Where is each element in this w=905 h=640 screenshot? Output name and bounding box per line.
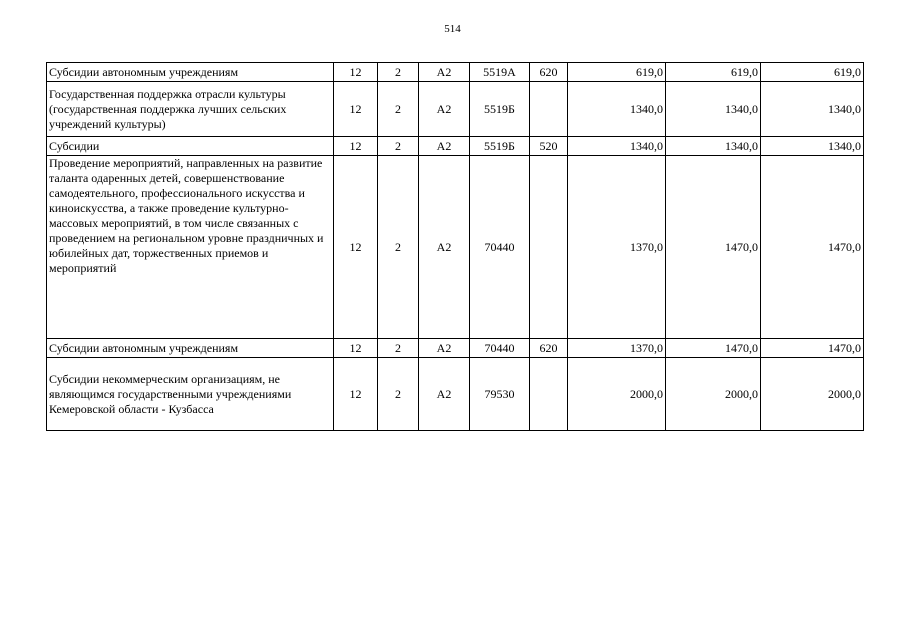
table-row [47,339,864,358]
row-name: Субсидии автономным учреждениям [47,339,334,358]
row-value-3: 619,0 [761,63,864,82]
row-item: 5519Б [470,82,530,137]
row-expense-type [530,358,568,431]
table-row [47,82,864,137]
row-value-3: 1340,0 [761,137,864,156]
table-row [47,63,864,82]
row-subsection: 2 [378,156,419,339]
row-section: 12 [334,339,378,358]
row-item: 5519Б [470,137,530,156]
row-item: 5519А [470,63,530,82]
row-item: 79530 [470,358,530,431]
row-value-2: 1470,0 [666,339,761,358]
row-name: Субсидии некоммерческим организациям, не являющимся государственными учреждениями Кемеровской области - Кузбасса [47,358,334,431]
row-expense-type: 620 [530,339,568,358]
row-value-3: 1340,0 [761,82,864,137]
row-program: А2 [419,358,470,431]
row-section: 12 [334,82,378,137]
row-value-2: 619,0 [666,63,761,82]
row-name: Субсидии автономным учреждениям [47,63,334,82]
budget-table [46,62,864,431]
row-value-1: 1340,0 [568,82,666,137]
table-row [47,137,864,156]
row-item: 70440 [470,339,530,358]
row-value-1: 1370,0 [568,339,666,358]
row-subsection: 2 [378,137,419,156]
row-value-1: 2000,0 [568,358,666,431]
row-subsection: 2 [378,358,419,431]
row-section: 12 [334,137,378,156]
row-subsection: 2 [378,82,419,137]
row-expense-type: 620 [530,63,568,82]
row-value-2: 1470,0 [666,156,761,339]
row-value-1: 619,0 [568,63,666,82]
row-section: 12 [334,156,378,339]
row-name: Субсидии [47,137,334,156]
row-expense-type: 520 [530,137,568,156]
page-number: 514 [444,23,461,35]
row-value-3: 1470,0 [761,339,864,358]
row-section: 12 [334,63,378,82]
row-program: А2 [419,339,470,358]
row-program: А2 [419,156,470,339]
row-program: А2 [419,82,470,137]
row-subsection: 2 [378,339,419,358]
row-value-2: 2000,0 [666,358,761,431]
row-program: А2 [419,63,470,82]
row-value-2: 1340,0 [666,82,761,137]
row-subsection: 2 [378,63,419,82]
row-name: Государственная поддержка отрасли культуры (государственная поддержка лучших сельских учреждений культуры) [47,82,334,137]
row-program: А2 [419,137,470,156]
table-row [47,156,864,339]
row-expense-type [530,156,568,339]
row-value-3: 2000,0 [761,358,864,431]
row-expense-type [530,82,568,137]
row-value-2: 1340,0 [666,137,761,156]
row-item: 70440 [470,156,530,339]
row-value-3: 1470,0 [761,156,864,339]
row-name: Проведение мероприятий, направленных на развитие таланта одаренных детей, совершенствование самодеятельного, профессионального искусства и киноискусства, а также проведение культурно-массовых мероприятий, в том числе связанных с проведением на региональном уровне праздничных и юбилейных дат, торжественных приемов и мероприятий [47,156,334,339]
row-section: 12 [334,358,378,431]
table-row [47,358,864,431]
row-value-1: 1340,0 [568,137,666,156]
row-value-1: 1370,0 [568,156,666,339]
